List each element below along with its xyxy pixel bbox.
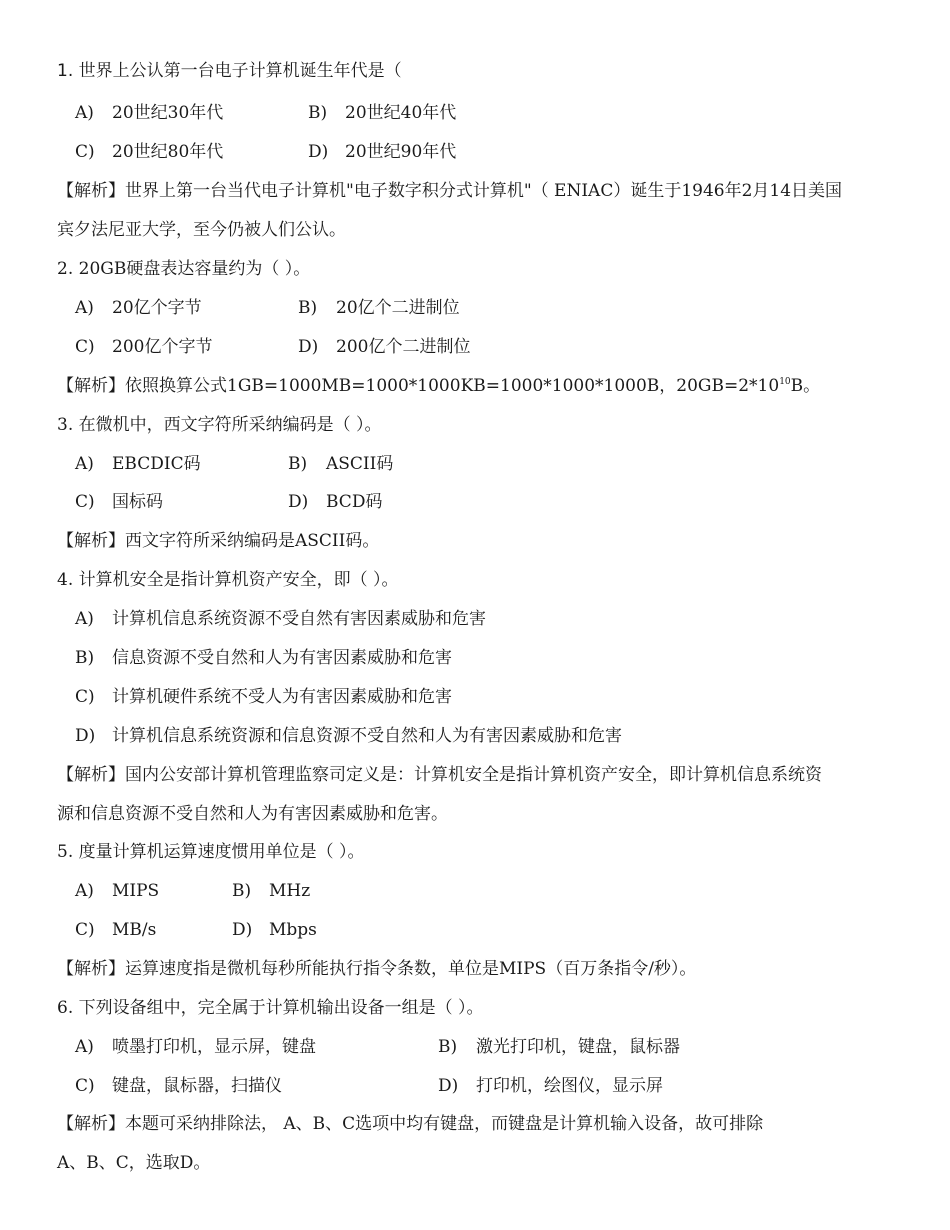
question-2-stem: 2. 20GB硬盘表达容量约为（ ）。 (57, 259, 311, 279)
option-b-text: 20世纪40年代 (345, 103, 457, 123)
option-c-text: 国标码 (112, 492, 163, 512)
option-d-text: Mbps (269, 920, 317, 940)
option-b-label: B) (298, 298, 318, 318)
option-d-text: BCD码 (326, 492, 383, 512)
question-6-analysis: 【解析】本题可采纳排除法， A、B、C选项中均有键盘，而键盘是计算机输入设备，故可排除 (57, 1114, 764, 1134)
question-5-analysis: 【解析】运算速度指是微机每秒所能执行指令条数，单位是MIPS（百万条指令/秒）。 (57, 959, 697, 979)
question-4-analysis-cont: 源和信息资源不受自然和人为有害因素威胁和危害。 (57, 804, 448, 824)
option-a-text: MIPS (112, 881, 160, 901)
option-d-text: 计算机信息系统资源和信息资源不受自然和人为有害因素威胁和危害 (112, 726, 622, 746)
question-1-analysis: 【解析】世界上第一台当代电子计算机"电子数字积分式计算机"（ ENIAC）诞生于1946年2月14日美国 (57, 181, 843, 201)
option-b-text: 20亿个二进制位 (336, 298, 460, 318)
option-b-label: B) (288, 454, 308, 474)
option-a-label: A) (75, 103, 94, 123)
option-d-text: 200亿个二进制位 (336, 337, 471, 357)
option-b-text: ASCII码 (326, 454, 394, 474)
option-a-label: A) (75, 298, 94, 318)
option-a-text: 计算机信息系统资源不受自然有害因素威胁和危害 (112, 609, 486, 629)
option-a-label: A) (75, 454, 94, 474)
question-4-stem: 4. 计算机安全是指计算机资产安全，即（ ）。 (57, 570, 399, 590)
option-d-label: D) (308, 142, 329, 162)
option-c-label: C) (75, 920, 95, 940)
question-3-analysis: 【解析】西文字符所采纳编码是ASCII码。 (57, 531, 380, 551)
option-c-label: C) (75, 337, 95, 357)
option-b-label: B) (75, 648, 95, 668)
option-a-label: A) (75, 1037, 94, 1057)
option-d-label: D) (288, 492, 309, 512)
option-c-text: 200亿个字节 (112, 337, 213, 357)
option-b-label: B) (232, 881, 252, 901)
option-d-text: 20世纪90年代 (345, 142, 457, 162)
option-c-text: 键盘，鼠标器，扫描仪 (112, 1076, 282, 1096)
option-c-text: MB/s (112, 920, 157, 940)
option-b-label: B) (308, 103, 328, 123)
exponent: 10 (779, 377, 791, 387)
option-c-label: C) (75, 142, 95, 162)
option-d-label: D) (438, 1076, 459, 1096)
option-b-text: 激光打印机，键盘，鼠标器 (476, 1037, 680, 1057)
option-c-label: C) (75, 492, 95, 512)
option-b-label: B) (438, 1037, 458, 1057)
option-d-label: D) (232, 920, 253, 940)
question-3-stem: 3. 在微机中，西文字符所采纳编码是（ ）。 (57, 415, 382, 435)
question-4-analysis: 【解析】国内公安部计算机管理监察司定义是：计算机安全是指计算机资产安全，即计算机信息系统资 (57, 765, 822, 785)
option-c-label: C) (75, 687, 95, 707)
option-a-text: EBCDIC码 (112, 454, 201, 474)
option-a-label: A) (75, 609, 94, 629)
option-a-label: A) (75, 881, 94, 901)
analysis-text: 【解析】依照换算公式1GB=1000MB=1000*1000KB=1000*1000*1000B，20GB=2*10 (57, 376, 780, 396)
question-1-analysis-cont: 宾夕法尼亚大学，至今仍被人们公认。 (57, 220, 346, 240)
question-6-analysis-cont: A、B、C，选取D。 (57, 1153, 211, 1173)
option-c-label: C) (75, 1076, 95, 1096)
option-b-text: MHz (269, 881, 311, 901)
question-5-stem: 5. 度量计算机运算速度惯用单位是（ ）。 (57, 842, 365, 862)
option-a-text: 20亿个字节 (112, 298, 202, 318)
option-d-label: D) (298, 337, 319, 357)
option-d-label: D) (75, 726, 96, 746)
option-a-text: 喷墨打印机，显示屏，键盘 (112, 1037, 316, 1057)
question-1-stem: 1. 世界上公认第一台电子计算机诞生年代是（ (57, 61, 402, 81)
option-d-text: 打印机，绘图仪，显示屏 (476, 1076, 663, 1096)
question-2-analysis (57, 375, 820, 397)
option-c-text: 20世纪80年代 (112, 142, 224, 162)
option-a-text: 20世纪30年代 (112, 103, 224, 123)
question-6-stem: 6. 下列设备组中，完全属于计算机输出设备一组是（ ）。 (57, 998, 484, 1018)
option-c-text: 计算机硬件系统不受人为有害因素威胁和危害 (112, 687, 452, 707)
option-b-text: 信息资源不受自然和人为有害因素威胁和危害 (112, 648, 452, 668)
analysis-text-end: B。 (790, 376, 821, 396)
